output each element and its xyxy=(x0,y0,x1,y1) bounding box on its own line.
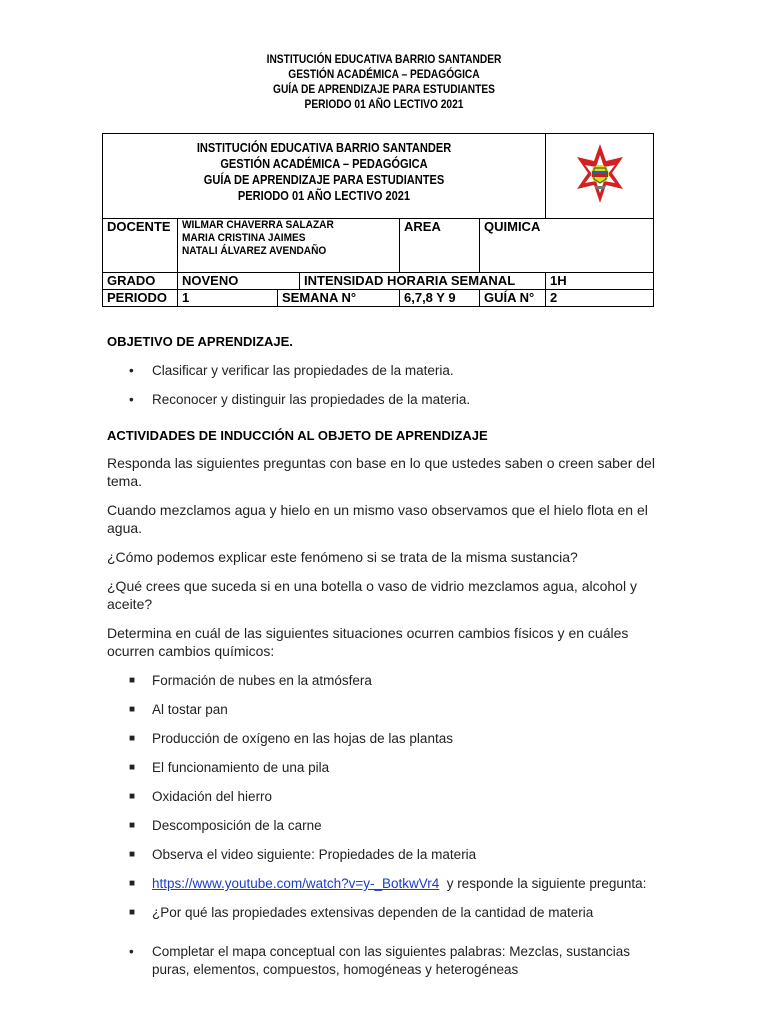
docente-1: WILMAR CHAVERRA SALAZAR xyxy=(182,219,334,231)
docente-label: DOCENTE xyxy=(103,219,178,273)
list-item: • Reconocer y distinguir las propiedades de la materia. xyxy=(129,392,471,407)
info-table xyxy=(102,133,654,307)
list-item: • Completar el mapa conceptual con las siguientes palabras: Mezclas, sustancias puras, elementos, compuestos, homogéneas y heterogéneas xyxy=(129,944,630,977)
logo-cell xyxy=(546,134,654,219)
table-header-cell xyxy=(103,134,546,219)
list-item: ■ Al tostar pan xyxy=(129,702,228,717)
intensidad-value: 1H xyxy=(546,273,654,290)
grado-label: GRADO xyxy=(103,273,178,290)
periodo-value: 1 xyxy=(178,290,278,307)
table-title-2: GESTIÓN ACADÉMICA – PEDAGÓGICA xyxy=(220,156,428,171)
list-item: ■ Descomposición de la carne xyxy=(129,818,322,833)
header-line-4: PERIODO 01 AÑO LECTIVO 2021 xyxy=(304,97,464,111)
docente-2: MARIA CRISTINA JAIMES xyxy=(182,232,306,244)
periodo-label: PERIODO xyxy=(103,290,178,307)
semana-value: 6,7,8 Y 9 xyxy=(400,290,480,307)
list-item: ■ El funcionamiento de una pila xyxy=(129,760,330,775)
table-title-1: INSTITUCIÓN EDUCATIVA BARRIO SANTANDER xyxy=(196,140,452,155)
mapa-list xyxy=(107,943,667,979)
list-item: • Clasificar y verificar las propiedades de la materia. xyxy=(129,363,454,378)
table-title-4: PERIODO 01 AÑO LECTIVO 2021 xyxy=(237,188,411,203)
area-value: QUIMICA xyxy=(480,219,654,273)
list-item: ■ https://www.youtube.com/watch?v=y-_BotkwVr4 y responde la siguiente pregunta: xyxy=(129,876,647,891)
list-item: ■ Producción de oxígeno en las hojas de las plantas xyxy=(129,731,453,746)
grado-value: NOVENO xyxy=(178,273,300,290)
header-line-1: INSTITUCIÓN EDUCATIVA BARRIO SANTANDER xyxy=(266,52,502,66)
semana-label: SEMANA N° xyxy=(278,290,400,307)
list-item: ■ Formación de nubes en la atmósfera xyxy=(129,673,372,688)
objetivo-list xyxy=(107,362,667,409)
paragraph: Determina en cuál de las siguientes situaciones ocurren cambios físicos y en cuáles ocurren cambios químicos: xyxy=(107,625,629,659)
list-item: ■ ¿Por qué las propiedades extensivas dependen de la cantidad de materia xyxy=(129,905,594,920)
paragraph: ¿Qué crees que suceda si en una botella o vaso de vidrio mezclamos agua, alcohol y aceite? xyxy=(107,578,637,612)
guia-label: GUÍA N° xyxy=(480,290,546,307)
actividades-heading: ACTIVIDADES DE INDUCCIÓN AL OBJETO DE APRENDIZAJE xyxy=(107,428,488,443)
list-item: ■ Oxidación del hierro xyxy=(129,789,273,804)
objetivo-heading: OBJETIVO DE APRENDIZAJE. xyxy=(107,334,293,349)
situaciones-list xyxy=(107,672,667,922)
document-body xyxy=(107,330,667,979)
area-label: AREA xyxy=(400,219,480,273)
paragraph: Cuando mezclamos agua y hielo en un mismo vaso observamos que el hielo flota en el agua. xyxy=(107,502,648,536)
header-line-3: GUÍA DE APRENDIZAJE PARA ESTUDIANTES xyxy=(273,82,495,96)
list-item: ■ Observa el video siguiente: Propiedades de la materia xyxy=(129,847,477,862)
document-header xyxy=(0,52,768,112)
docente-3: NATALI ÁLVAREZ AVENDAÑO xyxy=(182,245,327,257)
youtube-link[interactable]: https://www.youtube.com/watch?v=y-_BotkwVr4 xyxy=(152,876,440,891)
intensidad-label: INTENSIDAD HORARIA SEMANAL xyxy=(300,273,546,290)
paragraph: ¿Cómo podemos explicar este fenómeno si se trata de la misma sustancia? xyxy=(107,549,578,565)
paragraph: Responda las siguientes preguntas con base en lo que ustedes saben o creen saber del tema. xyxy=(107,455,655,489)
docentes-cell xyxy=(178,219,400,273)
table-title-3: GUÍA DE APRENDIZAJE PARA ESTUDIANTES xyxy=(203,172,445,187)
guia-value: 2 xyxy=(546,290,654,307)
school-crest-logo xyxy=(575,143,625,205)
header-line-2: GESTIÓN ACADÉMICA – PEDAGÓGICA xyxy=(288,67,480,81)
